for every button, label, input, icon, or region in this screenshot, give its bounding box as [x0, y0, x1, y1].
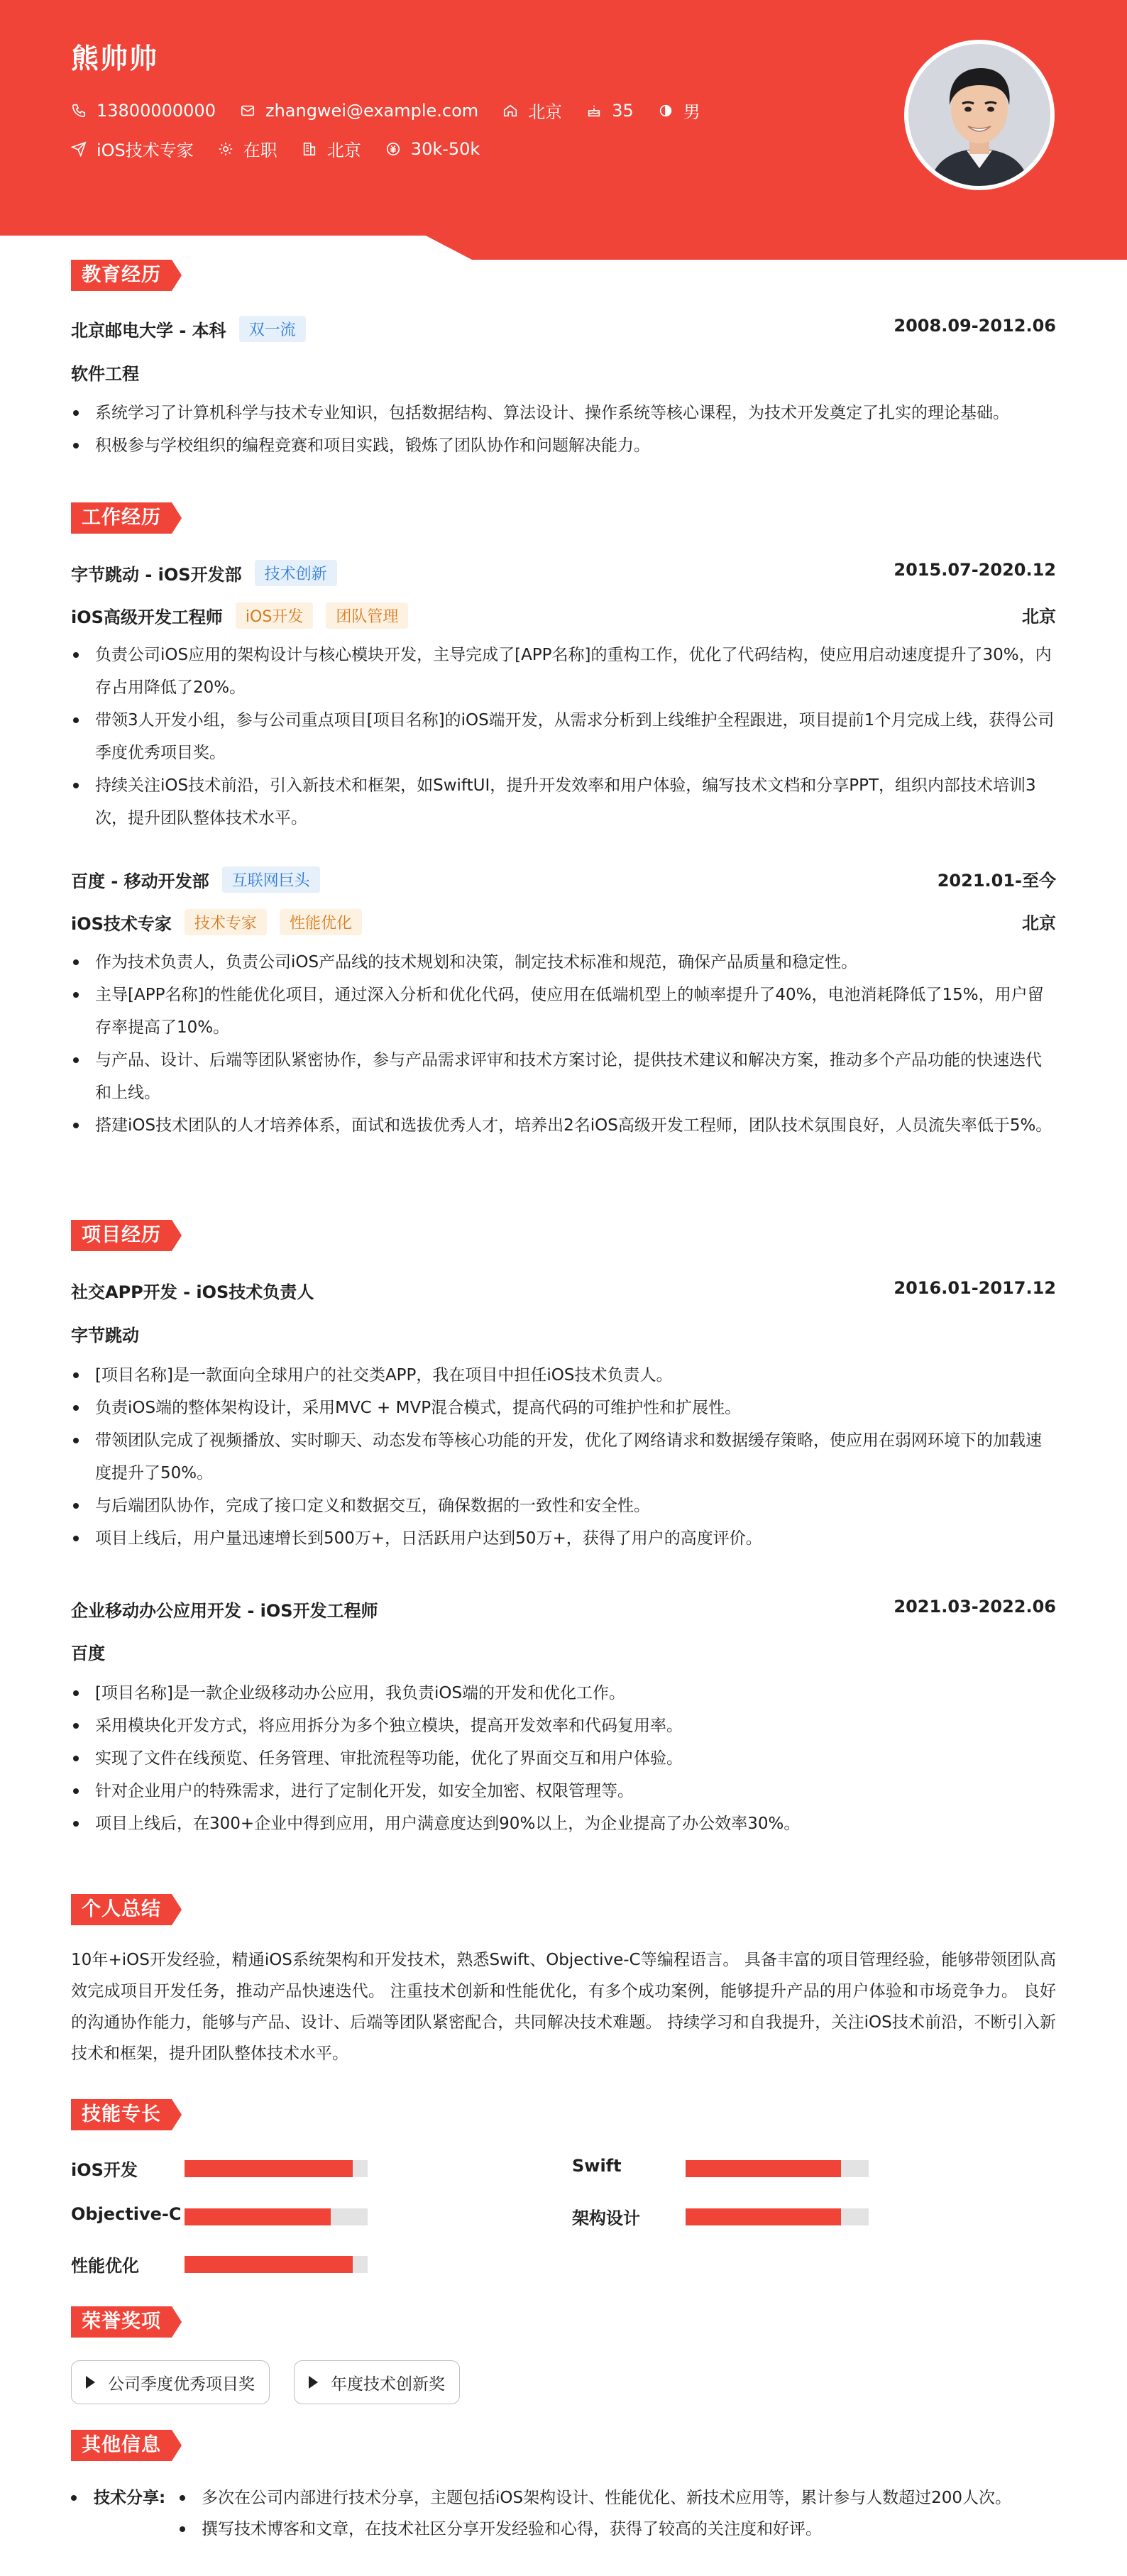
job-company-wrap: [71, 560, 337, 586]
list-item: 多次在公司内部进行技术分享，主题包括iOS架构设计、性能优化、新技术应用等，累计参与人数超过200人次。: [177, 2482, 1056, 2514]
education-badge: 双一流: [239, 316, 306, 342]
position-value: iOS技术专家: [97, 141, 194, 160]
skill-item: [71, 2201, 426, 2230]
job-tag: 技术专家: [185, 909, 267, 935]
education-school: 北京邮电大学 - 本科: [71, 321, 226, 341]
phone-value: 13800000000: [97, 100, 216, 121]
education-bullets: [71, 397, 1056, 462]
project-name: 社交APP开发 - iOS技术负责人: [71, 1282, 314, 1302]
project-head: [71, 1597, 1056, 1624]
skill-bar: [686, 2208, 869, 2225]
position-item: [71, 136, 194, 161]
list-item: 系统学习了计算机科学与技术专业知识，包括数据结构、算法设计、操作系统等核心课程，为技术开发奠定了扎实的理论基础。: [71, 397, 1056, 429]
email-item: [240, 101, 478, 121]
list-item: 负责公司iOS应用的架构设计与核心模块开发，主导完成了[APP名称]的重构工作，优化了代码结构，使应用启动速度提升了30%，内存占用降低了20%。: [71, 639, 1056, 704]
job-company-wrap: [71, 866, 320, 893]
skill-item: [572, 2153, 927, 2181]
age-item: [586, 101, 634, 121]
list-item: 实现了文件在线预览、任务管理、审批流程等功能，优化了界面交互和用户体验。: [71, 1742, 1056, 1775]
other-label: 技术分享:: [94, 2489, 166, 2507]
city-item: [502, 98, 562, 123]
city-value: 北京: [528, 102, 563, 122]
phone-icon: [71, 103, 87, 119]
honor-chip: [294, 2360, 460, 2404]
job-badge: 技术创新: [255, 560, 337, 586]
skill-bar: [185, 2160, 368, 2177]
job-intent-row: [71, 136, 504, 161]
project-company-row: [71, 1639, 1056, 1666]
honor-label: 年度技术创新奖: [331, 2374, 445, 2394]
section-title: 工作经历: [71, 502, 172, 534]
list-item: 采用模块化开发方式，将应用拆分为多个独立模块，提高开发效率和代码复用率。: [71, 1710, 1056, 1742]
education-entry-head: [71, 316, 1056, 343]
job-period: 2021.01-至今: [937, 871, 1056, 891]
mail-icon: [240, 103, 255, 119]
job-company: 百度 - 移动开发部: [71, 871, 209, 891]
salary-item: [385, 139, 480, 159]
job-company: 字节跳动 - iOS开发部: [71, 565, 242, 585]
skill-label: 性能优化: [71, 2256, 139, 2276]
section-divider: [71, 1235, 1056, 1236]
skill-bar-fill: [686, 2160, 841, 2177]
gender-icon: [658, 103, 674, 119]
cake-icon: [586, 103, 602, 119]
list-item: 项目上线后，在300+企业中得到应用，用户满意度达到90%以上，为企业提高了办公效率30%。: [71, 1807, 1056, 1840]
education-major: 软件工程: [71, 364, 139, 384]
section-education: [71, 260, 1056, 291]
section-skills: [71, 2099, 1056, 2130]
job-location: 北京: [1022, 607, 1056, 627]
list-item: 持续关注iOS技术前沿，引入新技术和框架，如SwiftUI，提升开发效率和用户体验，编写技术文档和分享PPT，组织内部技术培训3次，提升团队整体技术水平。: [71, 769, 1056, 835]
section-title: 其他信息: [71, 2430, 172, 2461]
job-position-row: [71, 602, 1056, 629]
section-title: 项目经历: [71, 1220, 172, 1251]
job-position: iOS高级开发工程师: [71, 607, 223, 627]
section-title: 教育经历: [71, 260, 172, 291]
candidate-name: 熊帅帅: [71, 43, 159, 75]
education-period: 2008.09-2012.06: [894, 316, 1056, 336]
job-bullets: [71, 946, 1056, 1142]
education-major-row: [71, 360, 1056, 387]
section-title: 技能专长: [71, 2099, 172, 2130]
list-item: 与后端团队协作，完成了接口定义和数据交互，确保数据的一致性和安全性。: [71, 1490, 1056, 1522]
age-value: 35: [612, 100, 634, 121]
contact-row: [71, 98, 725, 123]
job-position: iOS技术专家: [71, 914, 172, 934]
section-divider: [71, 2321, 1056, 2323]
play-icon: [86, 2376, 95, 2389]
education-school-wrap: [71, 316, 306, 342]
list-item: [项目名称]是一款企业级移动办公应用，我负责iOS端的开发和优化工作。: [71, 1677, 1056, 1710]
gender-item: [658, 98, 700, 123]
job-head: [71, 866, 1056, 893]
job-badge: 互联网巨头: [222, 866, 320, 893]
target-city-item: [302, 136, 361, 161]
summary-text: 10年+iOS开发经验，精通iOS系统架构和开发技术，熟悉Swift、Objective-C等编程语言。 具备丰富的项目管理经验，能够带领团队高效完成项目开发任务，推动产品快速迭代。 注重技术创新和性能优化，有多个成功案例，能够提升产品的用户体验和市场竞争力。 良好的沟通协作能力，能够与产品、设计、后端等团队紧密配合，共同解决技术难题。 持续学习和自我提升，关注iOS技术前沿，不断引入新技术和框架，提升团队整体技术水平。: [71, 1951, 1056, 2063]
list-item: 负责iOS端的整体架构设计，采用MVC + MVP混合模式，提高代码的可维护性和扩展性。: [71, 1392, 1056, 1424]
section-title: 个人总结: [71, 1894, 172, 1925]
building-icon: [302, 141, 317, 157]
section-honors: [71, 2306, 1056, 2338]
skill-label: 架构设计: [572, 2208, 640, 2228]
skill-label: iOS开发: [71, 2160, 138, 2180]
list-item: 撰写技术博客和文章，在技术社区分享开发经验和心得，获得了较高的关注度和好评。: [177, 2514, 1056, 2545]
job-position-row: [71, 909, 1056, 936]
job-bullets: [71, 639, 1056, 835]
skill-item: [71, 2153, 426, 2181]
skill-label: Swift: [572, 2156, 622, 2176]
play-icon: [309, 2376, 318, 2389]
gender-value: 男: [683, 102, 700, 122]
target-city-value: 北京: [326, 141, 361, 160]
resume-header: [0, 0, 1127, 261]
phone-item: [71, 101, 216, 121]
section-summary: [71, 1894, 1056, 1925]
skill-item: [572, 2201, 927, 2230]
job-tag: 团队管理: [326, 602, 408, 629]
skill-label: Objective-C: [71, 2204, 182, 2224]
list-item: 带领3人开发小组，参与公司重点项目[项目名称]的iOS端开发，从需求分析到上线维护全程跟进，项目提前1个月完成上线，获得公司季度优秀项目奖。: [71, 704, 1056, 769]
list-item: 项目上线后，用户量迅速增长到500万+，日活跃用户达到50万+，获得了用户的高度评价。: [71, 1522, 1056, 1555]
list-item: 作为技术负责人，负责公司iOS产品线的技术规划和决策，制定技术标准和规范，确保产品质量和稳定性。: [71, 946, 1056, 979]
project-name: 企业移动办公应用开发 - iOS开发工程师: [71, 1601, 378, 1621]
list-item: 主导[APP名称]的性能优化项目，通过深入分析和优化代码，使应用在低端机型上的帧率提升了40%，电池消耗降低了15%，用户留存率提高了10%。: [71, 979, 1056, 1044]
list-item: 带领团队完成了视频播放、实时聊天、动态发布等核心功能的开发，优化了网络请求和数据缓存策略，使应用在弱网环境下的加载速度提升了50%。: [71, 1424, 1056, 1490]
project-company: 百度: [71, 1644, 105, 1663]
project-company-row: [71, 1321, 1056, 1348]
section-divider: [71, 2445, 1056, 2446]
status-item: [218, 136, 277, 161]
other-list: [177, 2482, 1056, 2545]
job-location: 北京: [1022, 913, 1056, 933]
job-head: [71, 560, 1056, 587]
avatar-portrait: [908, 44, 1050, 186]
section-projects: [71, 1220, 1056, 1251]
section-other: [71, 2430, 1056, 2461]
skill-item: [71, 2249, 426, 2277]
other-label-wrap: [71, 2482, 165, 2514]
home-icon: [502, 103, 518, 119]
skill-bar-fill: [185, 2208, 331, 2225]
section-work: [71, 502, 1056, 534]
project-period: 2021.03-2022.06: [894, 1597, 1056, 1617]
gear-icon: [218, 141, 233, 157]
status-value: 在职: [243, 141, 277, 160]
honor-label: 公司季度优秀项目奖: [108, 2374, 255, 2394]
salary-icon: [385, 141, 401, 157]
project-bullets: [71, 1677, 1056, 1840]
skill-bar-fill: [686, 2208, 841, 2225]
skill-bar: [686, 2160, 869, 2177]
project-head: [71, 1278, 1056, 1305]
list-item: 与产品、设计、后端等团队紧密协作，参与产品需求评审和技术方案讨论，提供技术建议和解决方案，推动多个产品功能的快速迭代和上线。: [71, 1044, 1056, 1109]
skill-bar: [185, 2256, 368, 2273]
salary-value: 30k-50k: [410, 138, 480, 159]
list-item: 积极参与学校组织的编程竞赛和项目实践，锻炼了团队协作和问题解决能力。: [71, 429, 1056, 462]
skill-bar-fill: [185, 2256, 353, 2273]
skill-bar-fill: [185, 2160, 353, 2177]
section-title: 荣誉奖项: [71, 2306, 172, 2338]
project-bullets: [71, 1359, 1056, 1555]
job-position-wrap: [71, 602, 408, 629]
job-period: 2015.07-2020.12: [894, 560, 1056, 580]
section-divider: [71, 275, 1056, 276]
skill-bar: [185, 2208, 368, 2225]
list-item: 针对企业用户的特殊需求，进行了定制化开发，如安全加密、权限管理等。: [71, 1775, 1056, 1807]
email-value: zhangwei@example.com: [265, 100, 479, 121]
section-divider: [71, 2114, 1056, 2115]
avatar: [904, 40, 1055, 190]
job-tag: iOS开发: [236, 602, 313, 629]
send-icon: [71, 141, 87, 157]
job-position-wrap: [71, 909, 362, 935]
honor-chip: [71, 2360, 270, 2404]
list-item: [项目名称]是一款面向全球用户的社交类APP，我在项目中担任iOS技术负责人。: [71, 1359, 1056, 1392]
job-tag: 性能优化: [280, 909, 362, 935]
section-divider: [71, 517, 1056, 519]
section-divider: [71, 1909, 1056, 1910]
project-company: 字节跳动: [71, 1326, 139, 1345]
project-period: 2016.01-2017.12: [894, 1278, 1056, 1298]
list-item: 搭建iOS技术团队的人才培养体系，面试和选拔优秀人才，培养出2名iOS高级开发工程师，团队技术氛围良好，人员流失率低于5%。: [71, 1109, 1056, 1142]
